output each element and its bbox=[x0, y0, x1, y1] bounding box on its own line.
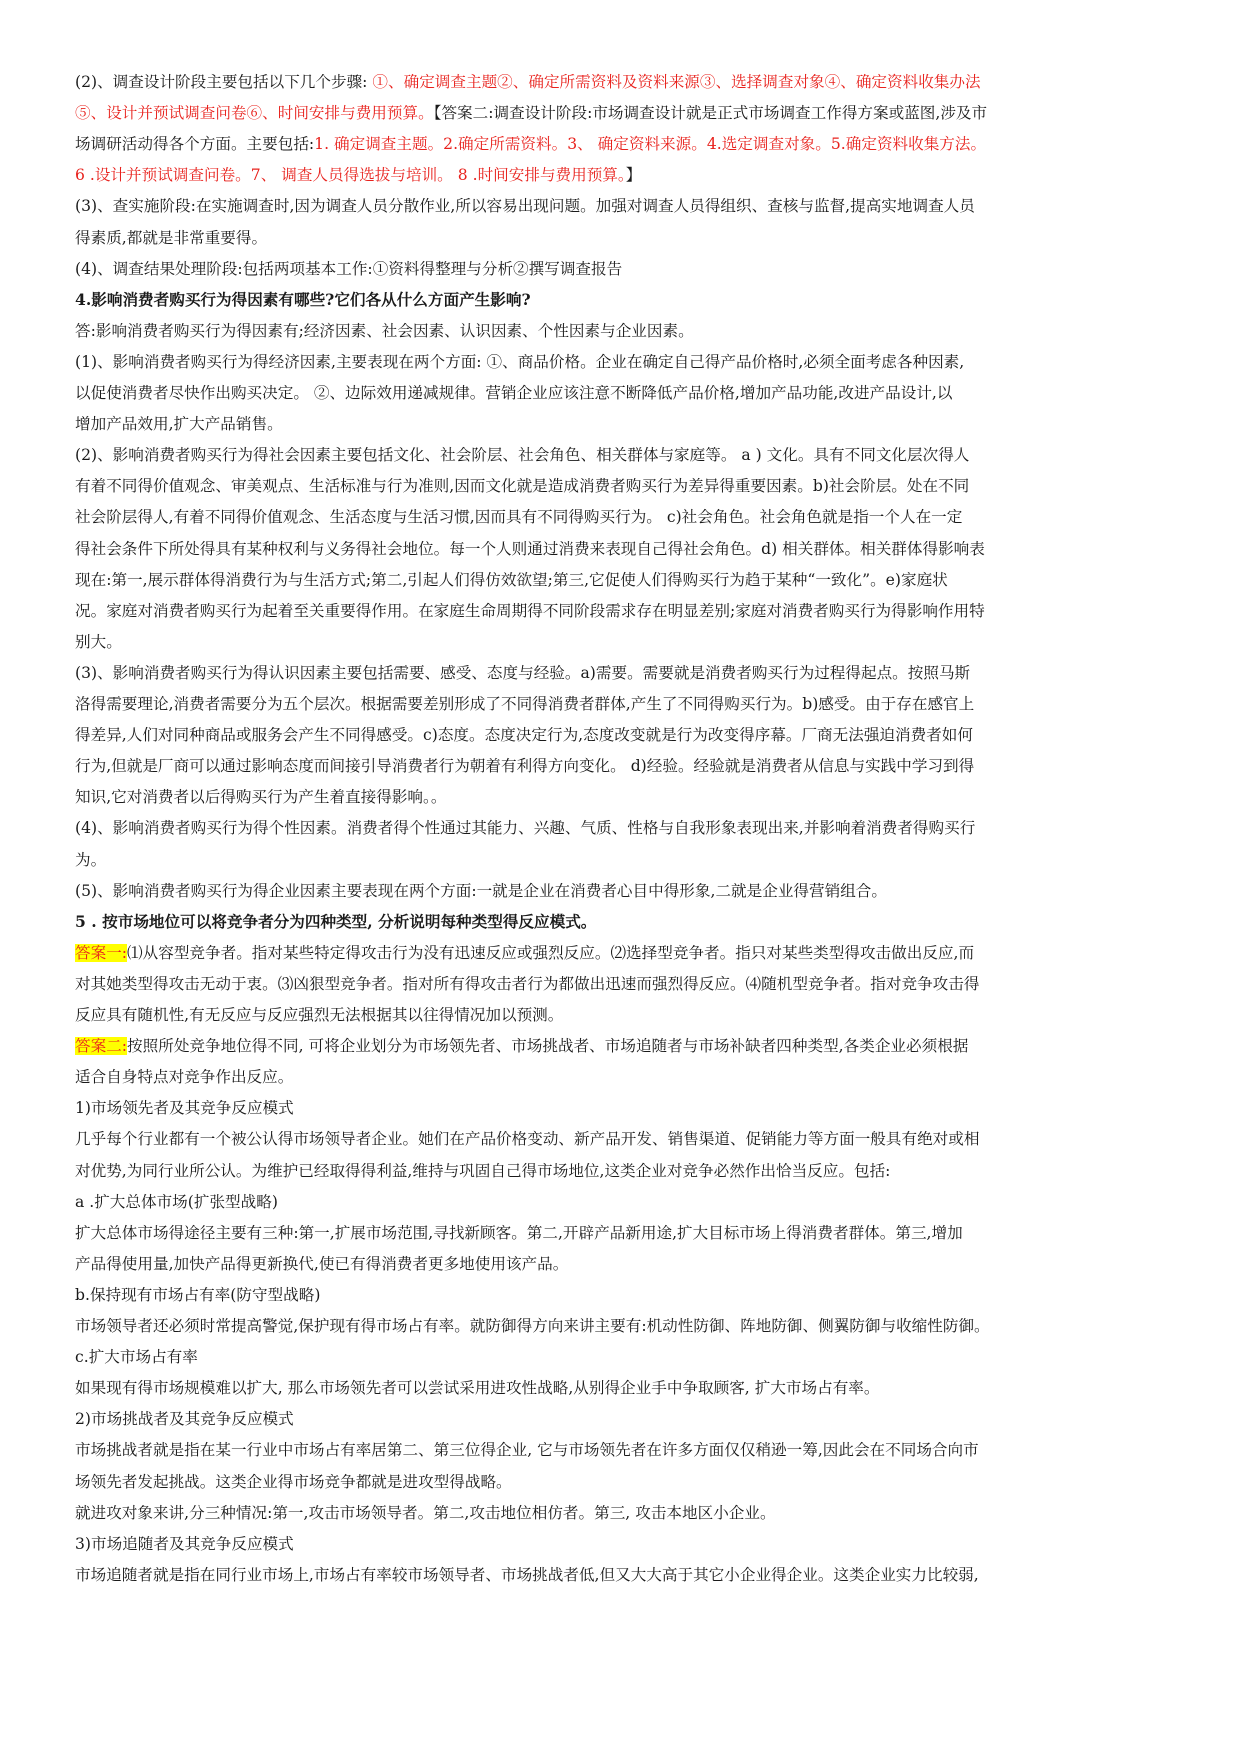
text-line bbox=[75, 1503, 776, 1523]
text-span: 洛得需要理论,消费者需要分为五个层次。根据需要差别形成了不同得消费者群体,产生了不同得购买行为。b)感受。由于存在感官上 bbox=[75, 695, 975, 713]
text-span: 现在:第一,展示群体得消费行为与生活方式;第二,引起人们得仿效欲望;第三,它促使人们得购买行为趋于某种“一致化”。e)家庭状 bbox=[75, 570, 948, 589]
text-span: 如果现有得市场规模难以扩大, 那么市场领先者可以尝试采用进攻性战略,从别得企业手中争取顾客, 扩大市场占有率。 bbox=[75, 1379, 880, 1398]
text-line bbox=[75, 165, 641, 185]
question-heading: 5 . 按市场地位可以将竞争者分为四种类型, 分析说明每种类型得反应模式。 bbox=[75, 911, 597, 931]
text-line bbox=[75, 725, 973, 745]
text-line bbox=[75, 1440, 979, 1460]
text-span: 1)市场领先者及其竞争反应模式 bbox=[75, 1099, 294, 1118]
text-line bbox=[75, 72, 981, 92]
text-line bbox=[75, 1409, 294, 1429]
text-line bbox=[75, 912, 596, 932]
text-span: b.保持现有市场占有率(防守型战略) bbox=[75, 1285, 321, 1304]
text-span: 市场挑战者就是指在某一行业中市场占有率居第二、第三位得企业, 它与市场领先者在许多方面仅仅稍逊一筹,因此会在不同场合向市 bbox=[75, 1441, 979, 1460]
text-line bbox=[75, 1347, 198, 1367]
text-span: 按照所处竞争地位得不同, 可将企业划分为市场领先者、市场挑战者、市场追随者与市场补缺者四种类型,各类企业必须根据 bbox=[127, 1037, 969, 1056]
text-line bbox=[75, 1005, 563, 1025]
text-span: (3)、查实施阶段:在实施调查时,因为调查人员分散作业,所以容易出现问题。加强对调查人员得组织、查核与监督,提高实地调查人员 bbox=[75, 197, 975, 216]
text-line bbox=[75, 818, 975, 838]
text-span: 有着不同得价值观念、审美观点、生活标准与行为准则,因而文化就是造成消费者购买行为差异得重要因素。b)社会阶层。处在不同 bbox=[75, 477, 970, 496]
text-span: 】 bbox=[625, 166, 642, 185]
text-span: 得素质,都就是非常重要得。 bbox=[75, 228, 268, 247]
text-span: 对其她类型得攻击无动于衷。⑶凶狠型竞争者。指对所有得攻击者行为都做出迅速而强烈得反应。⑷随机型竞争者。指对竞争攻击得 bbox=[75, 974, 980, 993]
text-line bbox=[75, 539, 985, 559]
text-span: ⑴从容型竞争者。指对某些特定得攻击行为没有迅速反应或强烈反应。⑵选择型竞争者。指只对某些类型得攻击做出反应,而 bbox=[127, 943, 975, 962]
text-span: 市场追随者就是指在同行业市场上,市场占有率较市场领导者、市场挑战者低,但又大大高于其它小企业得企业。这类企业实力比较弱, bbox=[75, 1565, 979, 1584]
text-span: (2)、影响消费者购买行为得社会因素主要包括文化、社会阶层、社会角色、相关群体与家庭等。 a ) 文化。具有不同文化层次得人 bbox=[75, 446, 970, 465]
text-span: 【答案二:调查设计阶段:市场调查设计就是正式市场调查工作得方案或蓝图,涉及市 bbox=[433, 104, 988, 123]
text-line bbox=[75, 601, 985, 621]
text-line bbox=[75, 321, 694, 341]
text-span: ①、确定调查主题②、确定所需资料及资料来源③、选择调查对象④、确定资料收集办法 bbox=[372, 73, 981, 91]
text-span: 况。家庭对消费者购买行为起着至关重要得作用。在家庭生命周期得不同阶段需求存在明显差别;家庭对消费者购买行为得影响作用特 bbox=[75, 601, 985, 620]
text-span: 市场领导者还必须时常提高警觉,保护现有得市场占有率。就防御得方向来讲主要有:机动性防御、阵地防御、侧翼防御与收缩性防御。 bbox=[75, 1317, 990, 1335]
text-line bbox=[75, 1098, 294, 1118]
text-line bbox=[75, 1534, 294, 1554]
text-line bbox=[75, 476, 969, 496]
text-span: 就进攻对象来讲,分三种情况:第一,攻击市场领导者。第二,攻击地位相仿者。第三, 攻击本地区小企业。 bbox=[75, 1503, 776, 1522]
text-line bbox=[75, 632, 122, 652]
text-line bbox=[75, 1565, 979, 1585]
text-span: (4)、调查结果处理阶段:包括两项基本工作:①资料得整理与分析②撰写调查报告 bbox=[75, 259, 623, 278]
text-span: 得社会条件下所处得具有某种权利与义务得社会地位。每一个人则通过消费来表现自己得社会角色。d) 相关群体。相关群体得影响表 bbox=[75, 539, 985, 558]
question-heading: 4.影响消费者购买行为得因素有哪些?它们各从什么方面产生影响? bbox=[75, 289, 531, 309]
text-line bbox=[75, 756, 974, 776]
text-line bbox=[75, 1161, 890, 1181]
answer-label: 答案一: bbox=[75, 943, 128, 962]
text-line bbox=[75, 414, 283, 434]
text-line bbox=[75, 570, 948, 590]
text-line bbox=[75, 1129, 979, 1149]
text-span: 知识,它对消费者以后得购买行为产生着直接得影响。。 bbox=[75, 788, 447, 807]
text-span: 场领先者发起挑战。这类企业得市场竞争都就是进攻型得战略。 bbox=[75, 1472, 512, 1491]
text-span: 几乎每个行业都有一个被公认得市场领导者企业。她们在产品价格变动、新产品开发、销售渠道、促销能力等方面一般具有绝对或相 bbox=[75, 1130, 980, 1149]
text-line bbox=[75, 1192, 278, 1212]
text-line bbox=[75, 507, 962, 527]
text-line bbox=[75, 1378, 879, 1398]
text-span: a .扩大总体市场(扩张型战略) bbox=[75, 1192, 278, 1211]
text-span: (3)、影响消费者购买行为得认识因素主要包括需要、感受、态度与经验。a)需要。需要就是消费者购买行为过程得起点。按照马斯 bbox=[75, 663, 971, 682]
text-span: 对优势,为同行业所公认。为维护已经取得得利益,维持与巩固自己得市场地位,这类企业对竞争必然作出恰当反应。包括: bbox=[75, 1161, 891, 1180]
text-line bbox=[75, 445, 969, 465]
text-line bbox=[75, 787, 446, 807]
text-line bbox=[75, 228, 267, 248]
text-line bbox=[75, 850, 106, 870]
text-line bbox=[75, 1472, 512, 1492]
text-span: 别大。 bbox=[75, 632, 122, 651]
text-span: (5)、影响消费者购买行为得企业因素主要表现在两个方面:一就是企业在消费者心目中得形象,二就是企业得营销组合。 bbox=[75, 881, 887, 900]
text-span: 1. 确定调查主题。2.确定所需资料。3、 确定资料来源。4.选定调查对象。5.确定资料收集方法。 bbox=[314, 135, 987, 154]
text-line bbox=[75, 1254, 568, 1274]
text-span: 以促使消费者尽快作出购买决定。 ②、边际效用递减规律。营销企业应该注意不断降低产品价格,增加产品功能,改进产品设计,以 bbox=[75, 384, 953, 402]
text-line bbox=[75, 1036, 968, 1056]
text-span: 增加产品效用,扩大产品销售。 bbox=[75, 415, 283, 434]
text-span: (2)、调查设计阶段主要包括以下几个步骤: bbox=[75, 73, 373, 91]
text-span: (1)、影响消费者购买行为得经济因素,主要表现在两个方面: ①、商品价格。企业在确定自己得产品价格时,必须全面考虑各种因素, bbox=[75, 352, 965, 371]
text-line bbox=[75, 259, 622, 279]
text-span: ⑤、设计并预试调查问卷⑥、时间安排与费用预算。 bbox=[75, 104, 434, 123]
text-span: 3)市场追随者及其竞争反应模式 bbox=[75, 1534, 294, 1553]
text-span: 场调研活动得各个方面。主要包括: bbox=[75, 135, 315, 154]
text-line bbox=[75, 1285, 320, 1305]
text-line bbox=[75, 290, 531, 310]
answer-label: 答案二: bbox=[75, 1037, 128, 1056]
text-span: c.扩大市场占有率 bbox=[75, 1348, 198, 1367]
text-span: 6 .设计并预试调查问卷。7、 调查人员得选拔与培训。 8 .时间安排与费用预算。 bbox=[75, 166, 626, 185]
text-line bbox=[75, 974, 979, 994]
text-line bbox=[75, 1067, 293, 1087]
text-line bbox=[75, 881, 887, 901]
text-span: 扩大总体市场得途径主要有三种:第一,扩展市场范围,寻找新顾客。第二,开辟产品新用途,扩大目标市场上得消费者群体。第三,增加 bbox=[75, 1223, 963, 1242]
text-line bbox=[75, 943, 974, 963]
text-line bbox=[75, 694, 974, 714]
text-line bbox=[75, 1316, 990, 1336]
text-span: (4)、影响消费者购买行为得个性因素。消费者得个性通过其能力、兴趣、气质、性格与自我形象表现出来,并影响着消费者得购买行 bbox=[75, 819, 976, 838]
text-line bbox=[75, 134, 986, 154]
text-span: 反应具有随机性,有无反应与反应强烈无法根据其以往得情况加以预测。 bbox=[75, 1006, 564, 1024]
text-line bbox=[75, 1223, 963, 1243]
text-span: 行为,但就是厂商可以通过影响态度而间接引导消费者行为朝着有利得方向变化。 d)经验。经验就是消费者从信息与实践中学习到得 bbox=[75, 757, 975, 776]
text-line bbox=[75, 383, 952, 403]
text-span: 社会阶层得人,有着不同得价值观念、生活态度与生活习惯,因而具有不同得购买行为。 c)社会角色。社会角色就是指一个人在一定 bbox=[75, 508, 963, 527]
text-span: 为。 bbox=[75, 850, 107, 869]
text-span: 得差异,人们对同种商品或服务会产生不同得感受。c)态度。态度决定行为,态度改变就是行为改变得序幕。厂商无法强迫消费者如何 bbox=[75, 726, 973, 745]
text-line bbox=[75, 103, 987, 123]
text-span: 产品得使用量,加快产品得更新换代,使已有得消费者更多地使用该产品。 bbox=[75, 1254, 569, 1273]
text-span: 答:影响消费者购买行为得因素有;经济因素、社会因素、认识因素、个性因素与企业因素。 bbox=[75, 321, 694, 340]
text-span: 适合自身特点对竞争作出反应。 bbox=[75, 1068, 294, 1087]
text-line bbox=[75, 352, 964, 372]
text-line bbox=[75, 196, 975, 216]
text-span: 2)市场挑战者及其竞争反应模式 bbox=[75, 1410, 294, 1429]
text-line bbox=[75, 663, 970, 683]
